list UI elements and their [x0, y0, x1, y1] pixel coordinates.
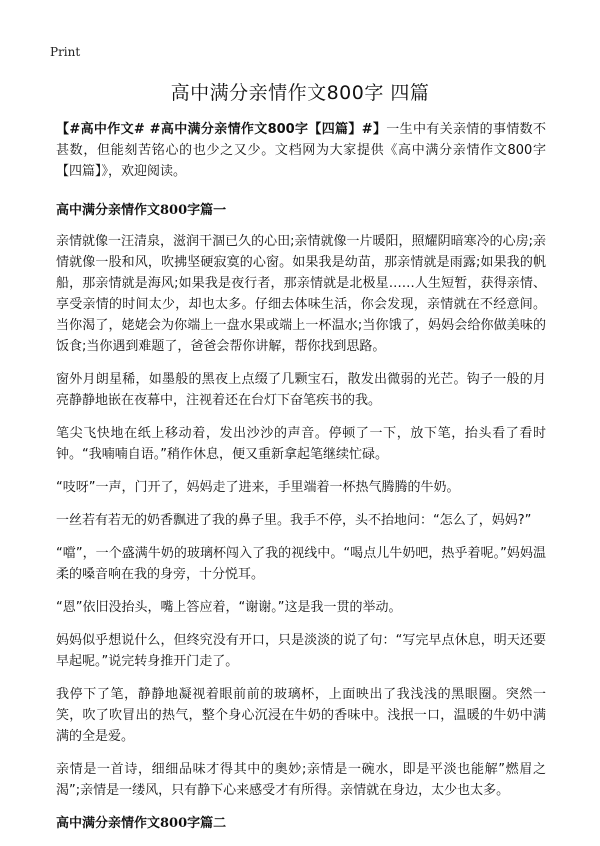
section-heading-2: 高中满分亲情作文800字篇二	[56, 816, 227, 831]
paragraph: 亲情是一首诗，细细品味才得其中的奥妙;亲情是一碗水，即是平淡也能解”燃眉之渴”;亲情是一缕风，只有静下心来感受才有所得。亲情就在身边，太少也太多。	[56, 762, 546, 798]
paragraph: “吱呀”一声，门开了，妈妈走了进来，手里端着一杯热气腾腾的牛奶。	[56, 480, 460, 495]
paragraph: “恩”依旧没抬头，嘴上答应着，“谢谢。”这是我一贯的举动。	[56, 600, 402, 615]
print-link[interactable]: Print	[50, 45, 81, 59]
paragraph: 我停下了笔，静静地凝视着眼前前的玻璃杯，上面映出了我浅浅的黑眼圈。突然一笑，吹了吹冒出的热气，整个身心沉浸在牛奶的香味中。浅抿一口，温暖的牛奶中满满的全是爱。	[56, 687, 546, 744]
paragraph: 一丝若有若无的奶香飘进了我的鼻子里。我手不停，头不抬地问：“怎么了，妈妈?”	[56, 513, 532, 528]
paragraph: 窗外月朗星稀，如墨般的黑夜上点缀了几颗宝石，散发出微弱的光芒。钩子一般的月亮静静地嵌在夜幕中，注视着还在台灯下奋笔疾书的我。	[56, 372, 546, 408]
paragraph: 妈妈似乎想说什么，但终究没有开口，只是淡淡的说了句：“写完早点休息，明天还要早起呢。”说完转身推开门走了。	[56, 633, 546, 669]
section-heading-1: 高中满分亲情作文800字篇一	[56, 203, 227, 218]
paragraph: 笔尖飞快地在纸上移动着，发出沙沙的声音。停顿了一下，放下笔，抬头看了看时钟。“我喃喃自语。”稍作休息，便又重新拿起笔继续忙碌。	[56, 426, 546, 462]
article-body	[56, 119, 546, 846]
intro-text: 一生中有关亲情的事情数不甚数，但能刻苦铭心的也少之又少。文档网为大家提供《高中满分亲情作文800字【四篇】》，欢迎阅读。	[56, 122, 546, 179]
paragraph: 亲情就像一汪清泉，滋润干涸已久的心田;亲情就像一片暖阳，照耀阴暗寒冷的心房;亲情就像一股和风，吹拂坚硬寂寞的心窗。如果我是幼苗，那亲情就是雨露;如果我的帆船，那亲情就是海风;如果我是夜行者，那亲情就是北极星……人生短暂，获得亲情、享受亲情的时间太少，却也太多。仔细去体味生活，你会发现，亲情就在不经意间。当你渴了，姥姥会为你端上一盘水果或端上一杯温水;当你饿了，妈妈会给你做美味的饭食;当你遇到难题了，爸爸会帮你讲解，帮你找到思路。	[56, 234, 546, 354]
page-title: 高中满分亲情作文800字 四篇	[170, 82, 430, 104]
intro-tags: 【#高中作文# #高中满分亲情作文800字【四篇】#】	[56, 122, 387, 137]
intro-paragraph	[56, 119, 546, 182]
paragraph: “噹”，一个盛满牛奶的玻璃杯闯入了我的视线中。“喝点儿牛奶吧，热乎着呢。”妈妈温柔的嗓音响在我的身旁，十分悦耳。	[56, 546, 546, 582]
